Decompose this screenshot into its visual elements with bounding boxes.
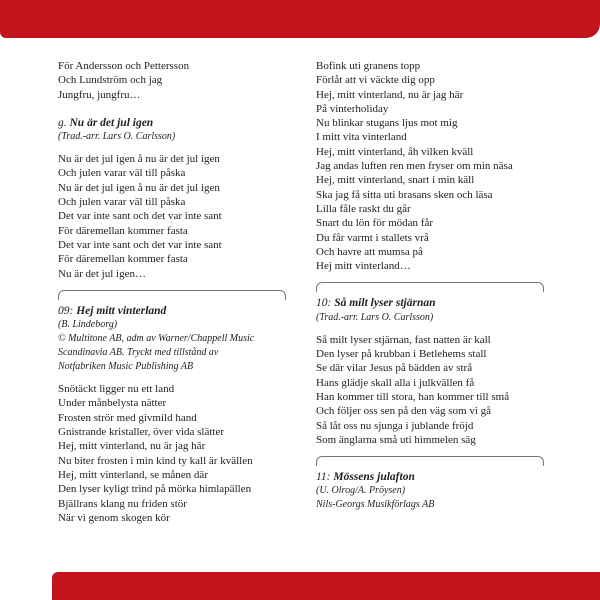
song-title-10 bbox=[316, 296, 544, 310]
song-title-11 bbox=[316, 470, 544, 484]
lyric-line: Han kommer till stora, han kommer till små bbox=[316, 390, 510, 403]
publisher-line: Nils-Georgs Musikförlags AB bbox=[316, 499, 435, 511]
lyric-line: Frosten strör med givmild hand bbox=[58, 411, 197, 424]
lyric-line: Och följer oss sen på den väg som vi gå bbox=[316, 405, 492, 418]
lyric-line: Snart du lön för mödan får bbox=[316, 217, 433, 230]
lyric-line: Hej, mitt vinterland, se månen där bbox=[58, 468, 208, 481]
section-divider bbox=[316, 456, 544, 466]
song-credit: (B. Lindeborg) bbox=[58, 319, 118, 331]
section-divider bbox=[58, 290, 286, 300]
lyric-line: Och Lundström och jag bbox=[58, 74, 163, 87]
lyric-line: Och julen varar väl till påska bbox=[58, 196, 186, 209]
lyric-line: För Andersson och Pettersson bbox=[58, 60, 190, 72]
lyric-line: Nu är det jul igen å nu är det jul igen bbox=[58, 181, 220, 194]
lyric-line: Den lyser på krubban i Betlehems stall bbox=[316, 348, 487, 361]
lyric-line: När vi genom skogen kör bbox=[58, 511, 170, 524]
top-red-band bbox=[0, 0, 600, 38]
lyric-line: På vinterholiday bbox=[316, 102, 389, 115]
lyric-line: Nu är det jul igen… bbox=[58, 267, 146, 280]
lyric-line: Det var inte sant och det var inte sant bbox=[58, 238, 222, 251]
lyric-line: För däremellan kommer fasta bbox=[58, 253, 188, 266]
song-credit: (Trad.-arr. Lars O. Carlsson) bbox=[58, 131, 176, 143]
song-number: g. bbox=[58, 116, 67, 129]
lyric-line: Bofink uti granens topp bbox=[316, 60, 421, 72]
lyric-line: Förlåt att vi väckte dig opp bbox=[316, 74, 435, 87]
song-number: 09: bbox=[58, 304, 74, 317]
song-title-g bbox=[58, 116, 286, 130]
lyric-line: Nu blinkar stugans ljus mot mig bbox=[316, 117, 458, 130]
lyric-line: Ska jag få sitta uti brasans sken och läsa bbox=[316, 188, 493, 201]
lyric-line: Under månbelysta nätter bbox=[58, 397, 167, 410]
lyric-line: Hans glädje skall alla i julkvällen få bbox=[316, 376, 475, 389]
lyric-line: Det var inte sant och det var inte sant bbox=[58, 210, 222, 223]
lyric-line: Så milt lyser stjärnan, fast natten är kall bbox=[316, 333, 491, 346]
copyright-line: Notfabriken Music Publishing AB bbox=[58, 361, 194, 373]
lyric-line: Lilla fåle raskt du går bbox=[316, 202, 411, 215]
lyric-line: Så låt oss nu sjunga i jublande fröjd bbox=[316, 419, 474, 432]
lyric-line: Jungfru, jungfru… bbox=[58, 88, 141, 101]
lyric-line: Se där vilar Jesus på bädden av strå bbox=[316, 362, 473, 375]
lyric-line: Hej, mitt vinterland, nu är jag här bbox=[316, 88, 464, 101]
lyric-line: Snötäckt ligger nu ett land bbox=[58, 383, 175, 396]
bottom-red-band bbox=[52, 572, 600, 600]
lyric-line: Hej, mitt vinterland, nu är jag här bbox=[58, 440, 206, 453]
lyric-line: Den lyser kyligt trind på mörka himlapällen bbox=[58, 483, 252, 496]
lyric-line: Hej mitt vinterland… bbox=[316, 260, 411, 273]
lyric-line: Bjällrans klang nu friden stör bbox=[58, 497, 187, 510]
lyric-line: Du får varmt i stallets vrå bbox=[316, 231, 429, 244]
lyric-line: Hej, mitt vinterland, snart i min käll bbox=[316, 174, 475, 187]
lyric-line: I mitt vita vinterland bbox=[316, 131, 407, 144]
lyric-line: Nu är det jul igen å nu är det jul igen bbox=[58, 153, 220, 166]
copyright-line: © Multitone AB, adm av Warner/Chappell Music bbox=[58, 333, 255, 345]
lyric-line: Hej, mitt vinterland, åh vilken kväll bbox=[316, 145, 474, 158]
lyric-line: Och julen varar väl till påska bbox=[58, 167, 186, 180]
lyric-line: Gnistrande kristaller, över vida slätter bbox=[58, 426, 225, 439]
song-number: 11: bbox=[316, 471, 331, 484]
song-number: 10: bbox=[316, 297, 332, 310]
lyric-line: Nu biter frosten i min kind ty kall är kvällen bbox=[58, 454, 253, 467]
song-title-09 bbox=[58, 304, 286, 318]
song-credit: (U. Olrog/A. Pröysen) bbox=[316, 485, 406, 497]
left-column bbox=[58, 59, 286, 525]
lyric-line: För däremellan kommer fasta bbox=[58, 224, 188, 237]
lyric-line: Och havre att mumsa på bbox=[316, 245, 423, 258]
right-column bbox=[316, 59, 544, 512]
lyric-line: Jag andas luften ren men fryser om min näsa bbox=[316, 160, 513, 173]
song-title-text: Nu är det jul igen bbox=[69, 116, 154, 129]
song-title-text: Hej mitt vinterland bbox=[76, 304, 167, 317]
song-credit: (Trad.-arr. Lars O. Carlsson) bbox=[316, 311, 434, 323]
copyright-line: Scandinavia AB. Tryckt med tillstånd av bbox=[58, 347, 219, 359]
section-divider bbox=[316, 282, 544, 292]
song-title-text: Mössens julafton bbox=[333, 471, 415, 484]
lyric-line: Som änglarna små uti himmelen säg bbox=[316, 433, 476, 446]
song-title-text: Så milt lyser stjärnan bbox=[334, 297, 436, 310]
